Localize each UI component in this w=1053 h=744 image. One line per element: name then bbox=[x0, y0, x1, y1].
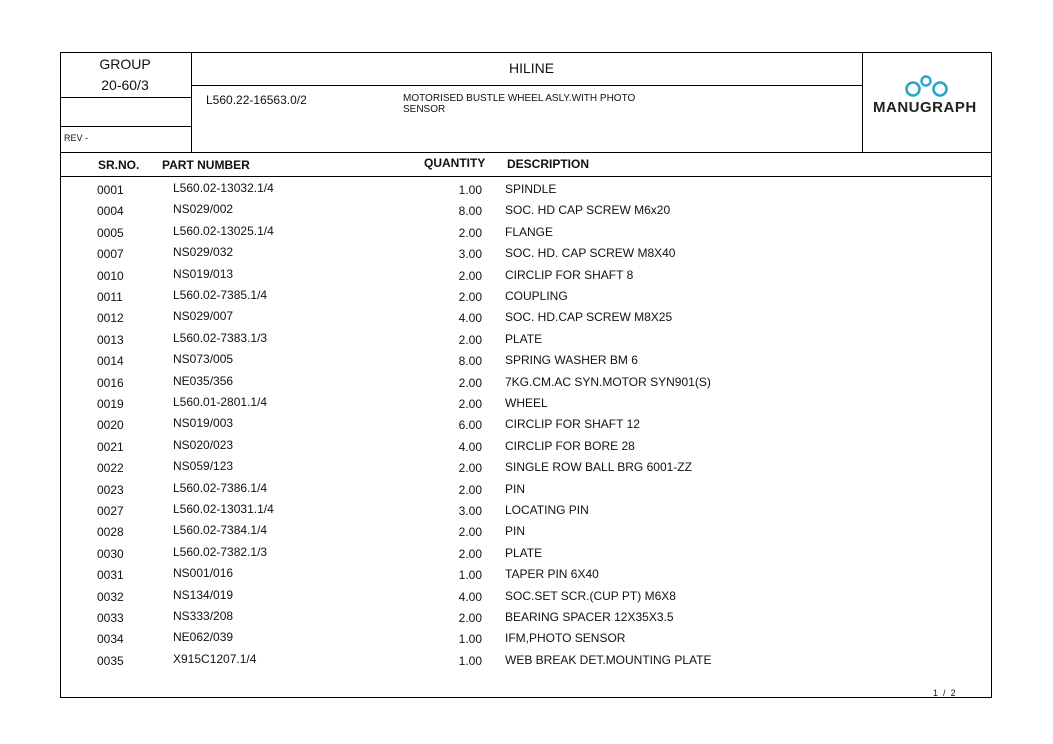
document-frame bbox=[60, 52, 992, 698]
row-quantity: 2.00 bbox=[458, 268, 482, 283]
row-description: CIRCLIP FOR SHAFT 8 bbox=[505, 267, 634, 282]
page-separator: / bbox=[943, 688, 946, 698]
row-sr-no: 0011 bbox=[97, 290, 123, 304]
row-sr-no: 0010 bbox=[97, 268, 124, 283]
row-sr-no: 0031 bbox=[97, 568, 124, 583]
row-description: PLATE bbox=[505, 331, 543, 346]
row-sr-no: 0022 bbox=[97, 461, 124, 476]
divider bbox=[862, 53, 863, 152]
row-part-number: NS333/208 bbox=[173, 609, 234, 623]
column-header-description: DESCRIPTION bbox=[507, 157, 590, 171]
row-part-number: L560.02-7386.1/4 bbox=[173, 480, 268, 495]
column-header-quantity: QUANTITY bbox=[424, 156, 486, 170]
row-part-number: NE062/039 bbox=[173, 630, 234, 645]
row-part-number: L560.02-13031.1/4 bbox=[173, 502, 274, 516]
divider bbox=[61, 126, 191, 127]
row-sr-no: 0030 bbox=[97, 546, 124, 561]
row-quantity: 2.00 bbox=[458, 225, 482, 240]
manugraph-logo bbox=[871, 69, 989, 119]
row-part-number: NS001/016 bbox=[173, 566, 234, 581]
row-description: SOC. HD CAP SCREW M6x20 bbox=[505, 203, 671, 218]
divider bbox=[191, 85, 862, 86]
row-description: LOCATING PIN bbox=[505, 503, 589, 517]
row-part-number: NS019/013 bbox=[173, 266, 234, 281]
row-quantity: 1.00 bbox=[458, 568, 482, 583]
row-sr-no: 0023 bbox=[97, 482, 124, 497]
revision-label: REV - bbox=[64, 133, 89, 143]
row-part-number: NS029/007 bbox=[173, 309, 234, 324]
row-description: BEARING SPACER 12X35X3.5 bbox=[505, 610, 674, 624]
row-description: SPRING WASHER BM 6 bbox=[505, 353, 638, 368]
column-header-part-number: PART NUMBER bbox=[162, 158, 250, 172]
row-sr-no: 0020 bbox=[97, 418, 124, 433]
divider bbox=[61, 152, 991, 153]
row-sr-no: 0016 bbox=[97, 375, 124, 390]
group-code: 20-60/3 bbox=[101, 77, 149, 93]
row-quantity: 1.00 bbox=[458, 653, 482, 668]
row-part-number: L560.01-2801.1/4 bbox=[173, 395, 268, 409]
row-quantity: 4.00 bbox=[458, 311, 482, 326]
row-description: WHEEL bbox=[505, 396, 548, 410]
row-part-number: L560.02-7382.1/3 bbox=[173, 544, 268, 559]
row-sr-no: 0005 bbox=[97, 225, 124, 240]
row-description: CIRCLIP FOR BORE 28 bbox=[505, 438, 635, 453]
row-description: FLANGE bbox=[505, 224, 554, 239]
row-description: SOC.SET SCR.(CUP PT) M6X8 bbox=[505, 588, 676, 603]
row-sr-no: 0004 bbox=[97, 204, 124, 219]
row-part-number: L560.02-13025.1/4 bbox=[173, 223, 274, 238]
document-title: HILINE bbox=[509, 60, 555, 76]
row-sr-no: 0034 bbox=[97, 632, 124, 647]
row-quantity: 2.00 bbox=[458, 461, 482, 476]
row-description: PIN bbox=[505, 524, 526, 539]
manugraph-logo-icon bbox=[871, 69, 989, 99]
row-sr-no: 0013 bbox=[97, 332, 124, 347]
page-total: 2 bbox=[950, 688, 956, 698]
row-part-number: NS019/003 bbox=[173, 416, 234, 431]
row-part-number: L560.02-7385.1/4 bbox=[173, 288, 268, 302]
row-quantity: 2.00 bbox=[458, 525, 482, 540]
row-sr-no: 0028 bbox=[97, 525, 124, 540]
row-part-number: NS029/032 bbox=[173, 245, 234, 260]
row-description: COUPLING bbox=[505, 289, 568, 303]
row-part-number: NS073/005 bbox=[173, 352, 234, 367]
divider bbox=[61, 97, 191, 98]
row-quantity: 8.00 bbox=[458, 354, 482, 369]
row-description: TAPER PIN 6X40 bbox=[505, 567, 599, 582]
group-label: GROUP bbox=[99, 56, 151, 72]
row-part-number: NS020/023 bbox=[173, 437, 234, 452]
row-description: SOC. HD.CAP SCREW M8X25 bbox=[505, 310, 673, 325]
row-quantity: 4.00 bbox=[458, 589, 482, 604]
page-current: 1 bbox=[933, 688, 939, 698]
row-quantity: 2.00 bbox=[458, 290, 482, 304]
row-quantity: 2.00 bbox=[458, 397, 482, 411]
row-part-number: L560.02-7384.1/4 bbox=[173, 523, 268, 538]
assembly-part-number: L560.22-16563.0/2 bbox=[206, 93, 307, 107]
row-part-number: NS134/019 bbox=[173, 587, 234, 602]
row-quantity: 2.00 bbox=[458, 482, 482, 497]
row-sr-no: 0032 bbox=[97, 589, 124, 604]
row-quantity: 3.00 bbox=[458, 504, 482, 518]
row-sr-no: 0021 bbox=[97, 439, 124, 454]
row-description: SINGLE ROW BALL BRG 6001-ZZ bbox=[505, 460, 692, 475]
row-part-number: NE035/356 bbox=[173, 373, 234, 388]
row-quantity: 1.00 bbox=[458, 632, 482, 647]
row-sr-no: 0012 bbox=[97, 311, 124, 326]
page-indicator bbox=[933, 688, 956, 698]
row-quantity: 8.00 bbox=[458, 204, 482, 219]
row-part-number: L560.02-13032.1/4 bbox=[173, 181, 274, 195]
row-description: PLATE bbox=[505, 545, 543, 560]
row-sr-no: 0019 bbox=[97, 397, 124, 411]
assembly-description-line2: SENSOR bbox=[403, 104, 446, 115]
row-sr-no: 0001 bbox=[97, 183, 124, 197]
row-quantity: 2.00 bbox=[458, 375, 482, 390]
row-description: PIN bbox=[505, 481, 526, 496]
row-quantity: 3.00 bbox=[458, 247, 482, 262]
row-quantity: 1.00 bbox=[458, 183, 482, 197]
row-description: IFM,PHOTO SENSOR bbox=[505, 631, 626, 646]
row-sr-no: 0007 bbox=[97, 247, 124, 262]
row-quantity: 2.00 bbox=[458, 611, 482, 625]
row-description: SOC. HD. CAP SCREW M8X40 bbox=[505, 246, 676, 261]
row-sr-no: 0033 bbox=[97, 611, 124, 625]
row-part-number: NS029/002 bbox=[173, 202, 234, 217]
column-header-sr-no: SR.NO. bbox=[98, 158, 140, 172]
row-description: CIRCLIP FOR SHAFT 12 bbox=[505, 417, 640, 432]
divider bbox=[61, 176, 991, 177]
row-sr-no: 0014 bbox=[97, 354, 124, 369]
row-part-number: L560.02-7383.1/3 bbox=[173, 330, 268, 345]
row-quantity: 4.00 bbox=[458, 439, 482, 454]
row-description: SPINDLE bbox=[505, 182, 557, 196]
row-part-number: NS059/123 bbox=[173, 459, 234, 474]
row-sr-no: 0027 bbox=[97, 504, 124, 518]
row-quantity: 2.00 bbox=[458, 546, 482, 561]
row-quantity: 2.00 bbox=[458, 332, 482, 347]
row-sr-no: 0035 bbox=[97, 653, 124, 668]
row-description: WEB BREAK DET.MOUNTING PLATE bbox=[505, 652, 712, 667]
row-part-number: X915C1207.1/4 bbox=[173, 651, 257, 666]
divider bbox=[191, 53, 192, 152]
row-quantity: 6.00 bbox=[458, 418, 482, 433]
row-description: 7KG.CM.AC SYN.MOTOR SYN901(S) bbox=[505, 374, 711, 389]
logo-text: MANUGRAPH bbox=[873, 99, 977, 116]
assembly-description-line1: MOTORISED BUSTLE WHEEL ASLY.WITH PHOTO bbox=[403, 93, 636, 104]
